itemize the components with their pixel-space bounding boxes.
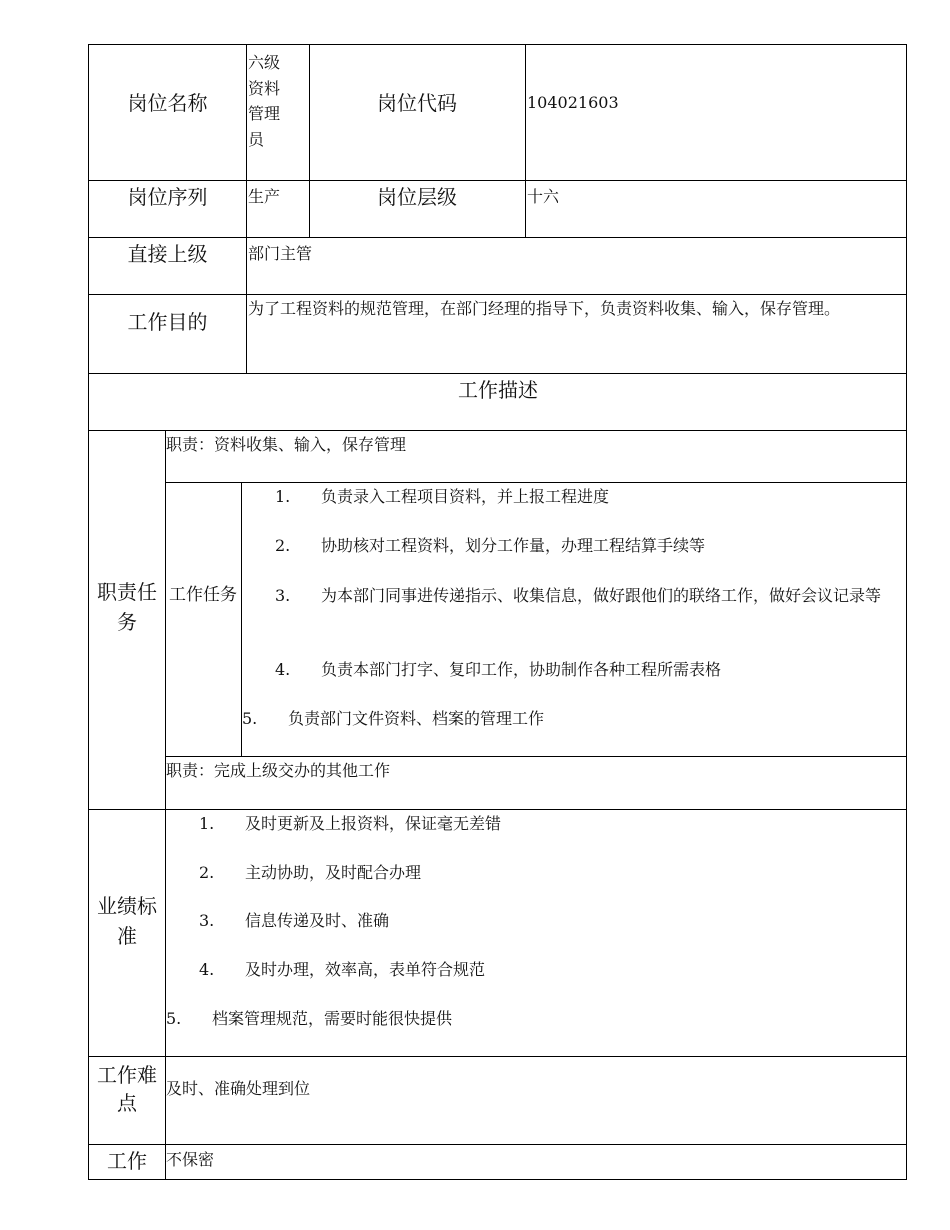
post-name-value: 六级资料管理员 (248, 53, 281, 149)
task-item: 3. 为本部门同事进传递指示、收集信息，做好跟他们的联络工作，做好会议记录等 (275, 586, 882, 605)
difficulty-value: 及时、准确处理到位 (166, 1079, 311, 1098)
superior-label: 直接上级 (127, 242, 208, 266)
row-divider (165, 756, 907, 757)
post-series-label: 岗位序列 (127, 185, 208, 209)
task-item: 4. 负责本部门打字、复印工作，协助制作各种工程所需表格 (275, 660, 722, 679)
row-divider (89, 373, 907, 374)
performance-item: 1. 及时更新及上报资料，保证毫无差错 (199, 814, 502, 833)
task-item: 2. 协助核对工程资料，划分工作量，办理工程结算手续等 (275, 536, 706, 555)
task-item: 5. 负责部门文件资料、档案的管理工作 (242, 709, 545, 728)
row-divider (89, 1144, 907, 1145)
purpose-value: 为了工程资料的规范管理，在部门经理的指导下，负责资料收集、输入，保存管理。 (248, 299, 841, 318)
confidential-label: 工作 (107, 1149, 147, 1173)
post-code-label: 岗位代码 (377, 91, 457, 115)
column-divider (165, 430, 166, 1180)
column-divider (246, 45, 247, 373)
row-divider (89, 237, 907, 238)
row-divider (89, 294, 907, 295)
task-item: 1. 负责录入工程项目资料，并上报工程进度 (275, 487, 610, 506)
post-level-value: 十六 (527, 187, 560, 206)
performance-item: 2. 主动协助，及时配合办理 (199, 863, 422, 882)
confidential-value: 不保密 (166, 1150, 215, 1169)
task-label: 工作任务 (169, 585, 237, 605)
duty-2: 职责：完成上级交办的其他工作 (166, 761, 391, 780)
post-name-label: 岗位名称 (127, 91, 208, 115)
row-divider (89, 1056, 907, 1057)
row-divider (89, 809, 907, 810)
superior-value: 部门主管 (248, 244, 313, 263)
description-title: 工作描述 (458, 378, 538, 402)
row-divider (165, 482, 907, 483)
performance-item: 4. 及时办理，效率高，表单符合规范 (199, 960, 486, 979)
row-divider (89, 430, 907, 431)
job-description-table (88, 44, 907, 1180)
duty-1: 职责：资料收集、输入，保存管理 (166, 435, 407, 454)
post-level-label: 岗位层级 (377, 185, 457, 209)
difficulty-label: 工作难点 (97, 1063, 157, 1115)
post-series-value: 生产 (248, 187, 281, 206)
post-code-value: 104021603 (527, 93, 619, 112)
duties-label: 职责任务 (97, 580, 157, 634)
column-divider (525, 45, 526, 237)
performance-item: 3. 信息传递及时、准确 (199, 911, 390, 930)
row-divider (89, 180, 907, 181)
performance-label: 业绩标准 (97, 894, 157, 948)
purpose-label: 工作目的 (127, 310, 208, 334)
performance-item: 5. 档案管理规范，需要时能很快提供 (166, 1009, 453, 1028)
